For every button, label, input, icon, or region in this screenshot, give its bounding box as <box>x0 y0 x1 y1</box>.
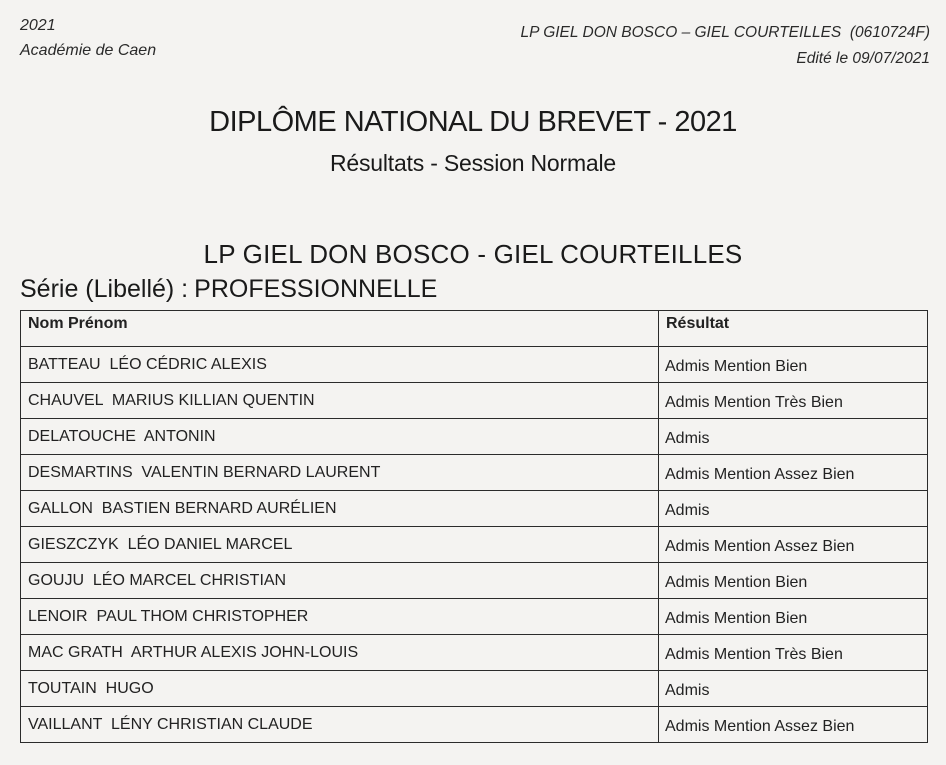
header-edited-date: Edité le 09/07/2021 <box>796 50 930 67</box>
student-name-cell: DELATOUCHE ANTONIN <box>21 419 659 455</box>
result-cell: Admis Mention Assez Bien <box>659 455 928 491</box>
student-name-cell: VAILLANT LÉNY CHRISTIAN CLAUDE <box>21 707 659 743</box>
document-title: DIPLÔME NATIONAL DU BREVET - 2021 <box>209 106 737 138</box>
result-cell: Admis Mention Très Bien <box>659 635 928 671</box>
table-row <box>21 635 928 671</box>
table-row <box>21 671 928 707</box>
serie-value: PROFESSIONNELLE <box>194 275 438 303</box>
student-name-cell: CHAUVEL MARIUS KILLIAN QUENTIN <box>21 383 659 419</box>
result-cell: Admis <box>659 491 928 527</box>
table-header-row <box>21 311 928 347</box>
student-name-cell: GOUJU LÉO MARCEL CHRISTIAN <box>21 563 659 599</box>
table-row <box>21 491 928 527</box>
results-table <box>20 310 928 743</box>
serie-line <box>20 275 437 304</box>
header-right <box>370 20 930 72</box>
result-cell: Admis <box>659 671 928 707</box>
header-establishment: LP GIEL DON BOSCO – GIEL COURTEILLES (0610724F) <box>520 24 930 41</box>
document-subtitle: Résultats - Session Normale <box>329 150 617 176</box>
result-cell: Admis Mention Bien <box>659 347 928 383</box>
student-name-cell: GALLON BASTIEN BERNARD AURÉLIEN <box>21 491 659 527</box>
header-left <box>20 13 156 63</box>
column-header-result: Résultat <box>659 311 928 347</box>
result-cell: Admis Mention Assez Bien <box>659 707 928 743</box>
table-row <box>21 563 928 599</box>
table-row <box>21 527 928 563</box>
student-name-cell: DESMARTINS VALENTIN BERNARD LAURENT <box>21 455 659 491</box>
result-cell: Admis Mention Assez Bien <box>659 527 928 563</box>
result-cell: Admis Mention Très Bien <box>659 383 928 419</box>
table-row <box>21 419 928 455</box>
table-row <box>21 383 928 419</box>
table-row <box>21 707 928 743</box>
serie-label: Série (Libellé) : <box>20 275 189 303</box>
table-row <box>21 599 928 635</box>
result-cell: Admis Mention Bien <box>659 599 928 635</box>
student-name-cell: TOUTAIN HUGO <box>21 671 659 707</box>
table-row <box>21 455 928 491</box>
result-cell: Admis Mention Bien <box>659 563 928 599</box>
student-name-cell: MAC GRATH ARTHUR ALEXIS JOHN-LOUIS <box>21 635 659 671</box>
school-name: LP GIEL DON BOSCO - GIEL COURTEILLES <box>203 239 743 269</box>
result-cell: Admis <box>659 419 928 455</box>
table-row <box>21 347 928 383</box>
student-name-cell: LENOIR PAUL THOM CHRISTOPHER <box>21 599 659 635</box>
column-header-name: Nom Prénom <box>21 311 659 347</box>
student-name-cell: GIESZCZYK LÉO DANIEL MARCEL <box>21 527 659 563</box>
results-table-body <box>21 347 928 743</box>
student-name-cell: BATTEAU LÉO CÉDRIC ALEXIS <box>21 347 659 383</box>
header-year: 2021 <box>20 17 56 34</box>
header-academy: Académie de Caen <box>20 42 157 59</box>
